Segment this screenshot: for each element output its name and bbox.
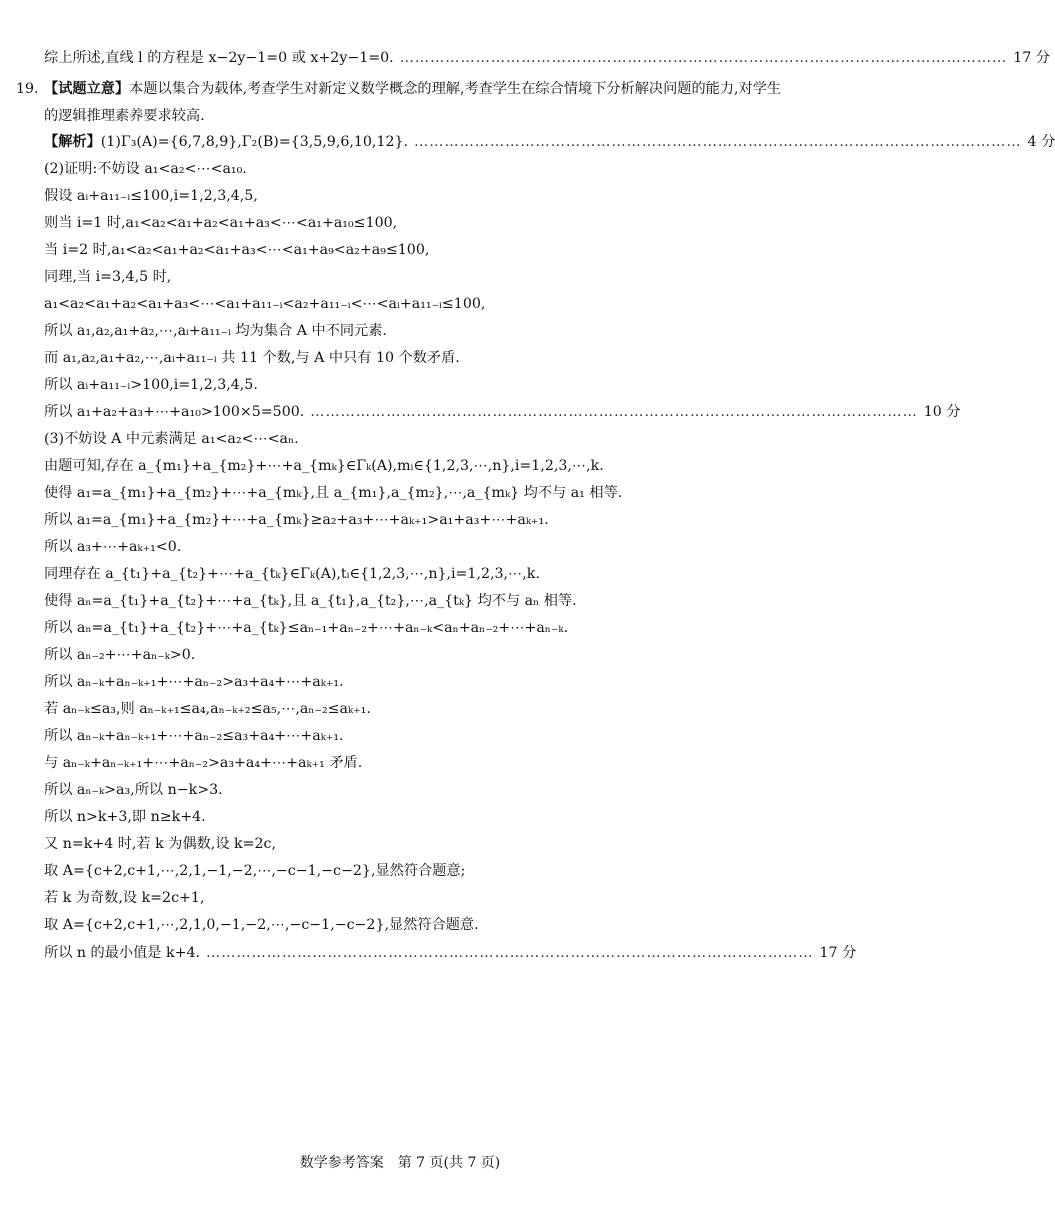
conclusion-line <box>44 941 857 965</box>
page-footer: 数学参考答案 第 7 页(共 7 页) <box>299 1155 501 1171</box>
score-label: 4 分 <box>1027 134 1055 150</box>
analysis-part1 <box>44 130 1055 154</box>
body-line: 当 i=2 时,a₁<a₂<a₁+a₂<a₁+a₃<⋯<a₁+a₉<a₂+a₉≤100, <box>44 242 430 258</box>
body-line: 则当 i=1 时,a₁<a₂<a₁+a₂<a₁+a₃<⋯<a₁+a₁₀≤100, <box>44 215 398 231</box>
body-line: 又 n=k+4 时,若 k 为偶数,设 k=2c, <box>44 836 276 852</box>
body-line: 所以 n>k+3,即 n≥k+4. <box>44 809 206 825</box>
body-line: 假设 aᵢ+a₁₁₋ᵢ≤100,i=1,2,3,4,5, <box>44 188 258 204</box>
score-label: 17 分 <box>1013 50 1050 66</box>
line-text: 综上所述,直线 l 的方程是 x−2y−1=0 或 x+2y−1=0. <box>44 50 394 66</box>
body-line: 若 aₙ₋ₖ≤a₃,则 aₙ₋ₖ₊₁≤a₄,aₙ₋ₖ₊₂≤a₅,⋯,aₙ₋₂≤aₖ₊₁. <box>44 701 371 717</box>
body-line: 同理存在 a_{t₁}+a_{t₂}+⋯+a_{tₖ}∈Γₖ(A),tᵢ∈{1,2,3,⋯,n},i=1,2,3,⋯,k. <box>44 566 540 582</box>
intent-text: 本题以集合为载体,考查学生对新定义数学概念的理解,考查学生在综合情境下分析解决问题的能力,对学生的逻辑推理素养要求较高. <box>44 81 782 124</box>
body-line: 若 k 为奇数,设 k=2c+1, <box>44 890 205 906</box>
body-line: a₁<a₂<a₁+a₂<a₁+a₃<⋯<a₁+a₁₁₋ᵢ<a₂+a₁₁₋ᵢ<⋯<aᵢ+a₁₁₋ᵢ≤100, <box>44 296 486 312</box>
intent-tag: 【试题立意】 <box>44 81 130 97</box>
sum-line <box>44 400 961 424</box>
line-text: 所以 n 的最小值是 k+4. <box>44 945 201 961</box>
leader-dots: ………………………………………………………………………………………………………… <box>399 50 1008 66</box>
body-line: 与 aₙ₋ₖ+aₙ₋ₖ₊₁+⋯+aₙ₋₂>a₃+a₄+⋯+aₖ₊₁ 矛盾. <box>44 755 363 771</box>
body-line: 所以 a₃+⋯+aₖ₊₁<0. <box>44 539 182 555</box>
leader-dots: ………………………………………………………………………………………………………… <box>206 945 814 961</box>
body-line: 使得 a₁=a_{m₁}+a_{m₂}+⋯+a_{mₖ},且 a_{m₁},a_{m₂},⋯,a_{mₖ} 均不与 a₁ 相等. <box>44 485 623 501</box>
body-line: (2)证明:不妨设 a₁<a₂<⋯<a₁₀. <box>44 161 247 177</box>
leader-dots: ………………………………………………………………………………………………………… <box>310 404 918 420</box>
body-line: 所以 aᵢ+a₁₁₋ᵢ>100,i=1,2,3,4,5. <box>44 377 258 393</box>
body-line: (3)不妨设 A 中元素满足 a₁<a₂<⋯<aₙ. <box>44 431 299 447</box>
score-label: 10 分 <box>923 404 961 420</box>
body-line: 使得 aₙ=a_{t₁}+a_{t₂}+⋯+a_{tₖ},且 a_{t₁},a_{t₂},⋯,a_{tₖ} 均不与 aₙ 相等. <box>44 593 577 609</box>
q19-intent <box>16 76 784 130</box>
body-line: 所以 aₙ₋ₖ>a₃,所以 n−k>3. <box>44 782 223 798</box>
body-line: 而 a₁,a₂,a₁+a₂,⋯,aᵢ+a₁₁₋ᵢ 共 11 个数,与 A 中只有 10 个数矛盾. <box>44 350 460 366</box>
line-text: (1)Γ₃(A)={6,7,8,9},Γ₂(B)={3,5,9,6,10,12}. <box>100 134 409 150</box>
body-line: 所以 aₙ₋ₖ+aₙ₋ₖ₊₁+⋯+aₙ₋₂≤a₃+a₄+⋯+aₖ₊₁. <box>44 728 344 744</box>
leader-dots: ………………………………………………………………………………………………………… <box>414 134 1022 150</box>
summary-line <box>44 46 1050 70</box>
body-line: 取 A={c+2,c+1,⋯,2,1,0,−1,−2,⋯,−c−1,−c−2},显然符合题意. <box>44 917 479 933</box>
body-line: 同理,当 i=3,4,5 时, <box>44 269 172 285</box>
body-line: 所以 aₙ₋₂+⋯+aₙ₋ₖ>0. <box>44 647 196 663</box>
body-line: 所以 a₁=a_{m₁}+a_{m₂}+⋯+a_{mₖ}≥a₂+a₃+⋯+aₖ₊₁>a₁+a₃+⋯+aₖ₊₁. <box>44 512 549 528</box>
body-line: 由题可知,存在 a_{m₁}+a_{m₂}+⋯+a_{mₖ}∈Γₖ(A),mᵢ∈{1,2,3,⋯,n},i=1,2,3,⋯,k. <box>44 458 604 474</box>
line-text: 所以 a₁+a₂+a₃+⋯+a₁₀>100×5=500. <box>44 404 305 420</box>
body-line: 所以 aₙ=a_{t₁}+a_{t₂}+⋯+a_{tₖ}≤aₙ₋₁+aₙ₋₂+⋯+aₙ₋ₖ<aₙ+aₙ₋₂+⋯+aₙ₋ₖ. <box>44 620 569 636</box>
body-line: 取 A={c+2,c+1,⋯,2,1,−1,−2,⋯,−c−1,−c−2},显然符合题意; <box>44 863 466 879</box>
body-line: 所以 a₁,a₂,a₁+a₂,⋯,aᵢ+a₁₁₋ᵢ 均为集合 A 中不同元素. <box>44 323 387 339</box>
analysis-tag: 【解析】 <box>44 134 101 150</box>
score-label: 17 分 <box>819 945 857 961</box>
question-number: 19. <box>16 81 39 97</box>
body-line: 所以 aₙ₋ₖ+aₙ₋ₖ₊₁+⋯+aₙ₋₂>a₃+a₄+⋯+aₖ₊₁. <box>44 674 344 690</box>
